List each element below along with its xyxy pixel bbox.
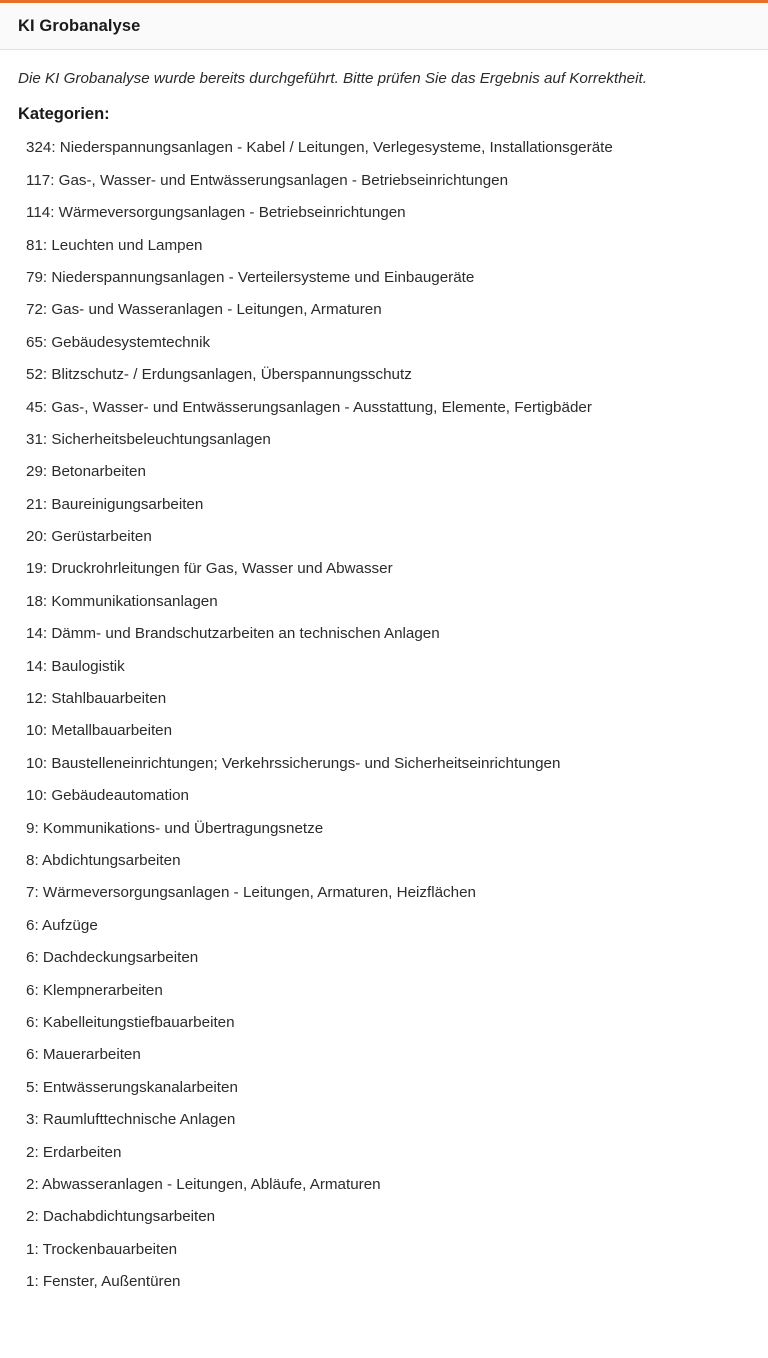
- list-item[interactable]: 29: Betonarbeiten: [26, 463, 146, 481]
- list-item[interactable]: 12: Stahlbauarbeiten: [26, 690, 167, 708]
- list-item[interactable]: 8: Abdichtungsarbeiten: [26, 851, 181, 869]
- list-item[interactable]: 2: Dachabdichtungsarbeiten: [26, 1208, 216, 1226]
- list-item[interactable]: 65: Gebäudesystemtechnik: [26, 333, 211, 351]
- panel-body: [0, 50, 768, 1318]
- list-item[interactable]: 10: Baustelleneinrichtungen; Verkehrssicherungs- und Sicherheitseinrichtungen: [26, 754, 561, 772]
- list-item[interactable]: 81: Leuchten und Lampen: [26, 236, 203, 254]
- list-item[interactable]: 31: Sicherheitsbeleuchtungsanlagen: [26, 430, 271, 448]
- list-item[interactable]: 10: Gebäudeautomation: [26, 787, 189, 805]
- list-item[interactable]: 5: Entwässerungskanalarbeiten: [26, 1078, 238, 1096]
- list-item[interactable]: 52: Blitzschutz- / Erdungsanlagen, Überspannungsschutz: [26, 366, 412, 384]
- list-item[interactable]: 72: Gas- und Wasseranlagen - Leitungen, Armaturen: [26, 301, 382, 319]
- list-item[interactable]: 324: Niederspannungsanlagen - Kabel / Leitungen, Verlegesysteme, Installationsgeräte: [26, 139, 613, 157]
- list-item[interactable]: 20: Gerüstarbeiten: [26, 528, 152, 546]
- list-item[interactable]: 6: Dachdeckungsarbeiten: [26, 949, 199, 967]
- list-item[interactable]: 6: Klempnerarbeiten: [26, 981, 163, 999]
- list-item[interactable]: 14: Dämm- und Brandschutzarbeiten an technischen Anlagen: [26, 625, 440, 643]
- list-item[interactable]: 6: Kabelleitungstiefbauarbeiten: [26, 1013, 235, 1031]
- page-title: KI Grobanalyse: [18, 17, 141, 35]
- categories-list: [18, 132, 750, 1298]
- list-item[interactable]: 3: Raumlufttechnische Anlagen: [26, 1111, 236, 1129]
- panel-header: [0, 3, 768, 50]
- analysis-status-text: Die KI Grobanalyse wurde bereits durchgeführt. Bitte prüfen Sie das Ergebnis auf Korrektheit.: [18, 70, 647, 87]
- list-item[interactable]: 79: Niederspannungsanlagen - Verteilersysteme und Einbaugeräte: [26, 268, 475, 286]
- list-item[interactable]: 2: Abwasseranlagen - Leitungen, Abläufe, Armaturen: [26, 1175, 381, 1193]
- list-item[interactable]: 6: Aufzüge: [26, 916, 98, 934]
- list-item[interactable]: 6: Mauerarbeiten: [26, 1046, 141, 1064]
- list-item[interactable]: 14: Baulogistik: [26, 657, 125, 675]
- list-item[interactable]: 19: Druckrohrleitungen für Gas, Wasser und Abwasser: [26, 560, 393, 578]
- list-item[interactable]: 7: Wärmeversorgungsanlagen - Leitungen, Armaturen, Heizflächen: [26, 884, 476, 902]
- list-item[interactable]: 114: Wärmeversorgungsanlagen - Betriebseinrichtungen: [26, 204, 406, 222]
- list-item[interactable]: 18: Kommunikationsanlagen: [26, 592, 218, 610]
- list-item[interactable]: 117: Gas-, Wasser- und Entwässerungsanlagen - Betriebseinrichtungen: [26, 171, 509, 189]
- list-item[interactable]: 10: Metallbauarbeiten: [26, 722, 173, 740]
- categories-heading: Kategorien:: [18, 104, 110, 123]
- list-item[interactable]: 9: Kommunikations- und Übertragungsnetze: [26, 819, 324, 837]
- list-item[interactable]: 45: Gas-, Wasser- und Entwässerungsanlagen - Ausstattung, Elemente, Fertigbäder: [26, 398, 592, 416]
- list-item[interactable]: 2: Erdarbeiten: [26, 1143, 122, 1161]
- list-item[interactable]: 1: Fenster, Außentüren: [26, 1273, 181, 1291]
- list-item[interactable]: 1: Trockenbauarbeiten: [26, 1240, 178, 1258]
- list-item[interactable]: 21: Baureinigungsarbeiten: [26, 495, 204, 513]
